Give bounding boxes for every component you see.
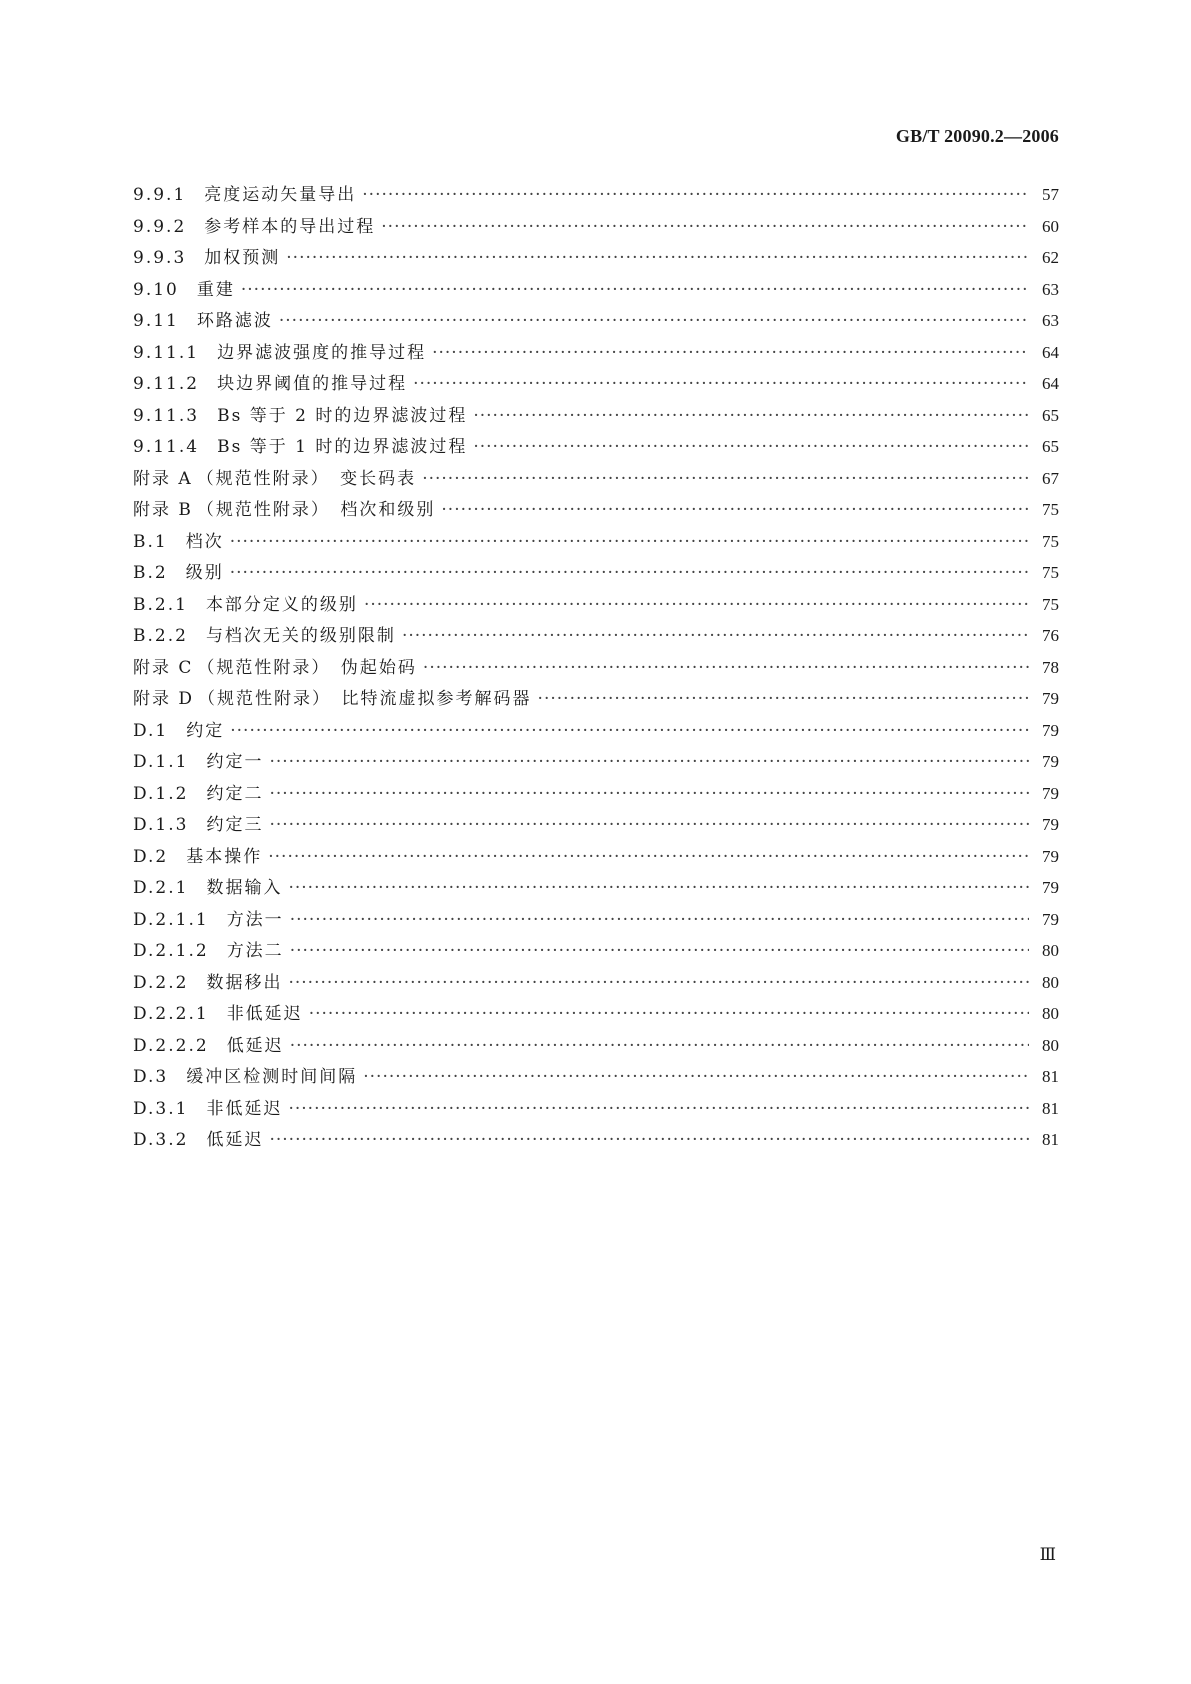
toc-entry[interactable] [133, 1061, 1059, 1093]
toc-entry-page: 65 [1042, 405, 1059, 425]
toc-entry-page: 79 [1042, 909, 1059, 929]
toc-entry-number: 附录 B [133, 500, 193, 520]
toc-entry-page: 80 [1042, 1004, 1059, 1023]
toc-entry-page: 80 [1042, 1035, 1059, 1055]
toc-entry-page: 75 [1042, 531, 1059, 551]
toc-entry-title: 约定 [186, 720, 225, 741]
toc-entry-page: 79 [1042, 783, 1059, 803]
toc-entry-title: 加权预测 [204, 248, 281, 268]
toc-entry-number: B.2.2 [133, 626, 188, 646]
toc-entry-title: （规范性附录） 比特流虚拟参考解码器 [198, 689, 532, 709]
toc-entry-number: 附录 D [133, 689, 195, 709]
toc-entry[interactable] [133, 620, 1059, 652]
standard-code: GB/T 20090.2—2006 [895, 126, 1059, 146]
toc-entry-page: 79 [1042, 878, 1059, 897]
toc-entry[interactable] [133, 904, 1059, 936]
toc-entry-title: 非低延迟 [206, 1098, 283, 1119]
toc-entry-number: 9.10 [133, 279, 179, 300]
toc-entry-number: D.3 [133, 1067, 169, 1087]
toc-entry-title: 本部分定义的级别 [205, 594, 358, 615]
toc-entry-number: 9.11.1 [133, 342, 200, 363]
toc-entry-number: D.2 [133, 846, 169, 867]
toc-entry-number: D.2.1.1 [133, 909, 209, 930]
toc-entry-title: 环路滤波 [196, 311, 273, 331]
toc-entry[interactable] [133, 557, 1059, 589]
toc-entry-title: Bs 等于 2 时的边界滤波过程 [217, 405, 468, 426]
toc-dot-leader [230, 716, 1029, 748]
toc-entry-title: 方法一 [226, 909, 284, 930]
toc-entry-page: 79 [1042, 846, 1059, 866]
toc-entry-number: D.1 [133, 720, 169, 741]
toc-entry[interactable] [133, 683, 1059, 715]
toc-entry-page: 79 [1042, 752, 1059, 771]
toc-entry-title: 档次 [185, 531, 224, 552]
toc-entry-page: 80 [1042, 972, 1059, 992]
toc-entry-number: D.2.2.2 [133, 1035, 209, 1056]
toc-entry[interactable] [133, 305, 1059, 337]
toc-entry[interactable] [133, 715, 1059, 747]
toc-entry-number: D.2.2.1 [133, 1004, 209, 1024]
toc-dot-leader [230, 558, 1029, 590]
toc-entry-page: 62 [1042, 248, 1059, 267]
toc-entry-page: 60 [1042, 216, 1059, 236]
toc-dot-leader [269, 747, 1029, 779]
toc-entry-number: D.1.1 [133, 752, 189, 772]
toc-entry-number: D.2.2 [133, 972, 189, 993]
toc-entry-page: 75 [1042, 594, 1059, 614]
toc-entry-title: 约定一 [206, 752, 264, 772]
toc-entry-title: （规范性附录） 变长码表 [196, 468, 417, 489]
toc-dot-leader [473, 401, 1029, 433]
toc-entry-number: 9.9.3 [133, 248, 187, 268]
toc-entry-title: （规范性附录） 档次和级别 [196, 500, 436, 520]
toc-entry[interactable] [133, 841, 1059, 873]
toc-entry-page: 80 [1042, 941, 1059, 960]
toc-entry-number: 9.11.4 [133, 437, 200, 457]
toc-entry-page: 79 [1042, 720, 1059, 740]
toc-entry-page: 57 [1042, 185, 1059, 204]
toc-entry[interactable] [133, 1093, 1059, 1125]
toc-entry-number: B.2 [133, 563, 168, 583]
toc-dot-leader [268, 842, 1029, 874]
toc-entry[interactable] [133, 463, 1059, 495]
toc-entry-number: B.1 [133, 531, 168, 552]
toc-entry-number: 附录 A [133, 468, 193, 489]
toc-entry[interactable] [133, 526, 1059, 558]
toc-entry-title: 重建 [196, 279, 235, 300]
toc-entry-title: 数据输入 [206, 878, 283, 898]
toc-entry-number: B.2.1 [133, 594, 188, 615]
toc-entry-title: 级别 [185, 563, 224, 583]
toc-entry-page: 63 [1042, 279, 1059, 299]
toc-entry-number: D.1.2 [133, 783, 189, 804]
table-of-contents [133, 179, 1059, 1156]
toc-entry-title: 方法二 [226, 941, 284, 961]
toc-entry-page: 81 [1042, 1098, 1059, 1118]
toc-entry-title: Bs 等于 1 时的边界滤波过程 [217, 437, 468, 457]
toc-entry-page: 81 [1042, 1130, 1059, 1149]
toc-entry[interactable] [133, 400, 1059, 432]
toc-entry-title: 低延迟 [206, 1130, 264, 1150]
toc-entry[interactable] [133, 746, 1059, 778]
toc-entry-title: 低延迟 [226, 1035, 284, 1056]
toc-entry[interactable] [133, 589, 1059, 621]
toc-entry[interactable] [133, 1030, 1059, 1062]
toc-entry-title: 数据移出 [206, 972, 283, 993]
toc-entry-number: D.3.2 [133, 1130, 189, 1150]
toc-entry-page: 79 [1042, 689, 1059, 708]
toc-entry[interactable] [133, 431, 1059, 463]
toc-dot-leader [288, 968, 1029, 1000]
toc-entry-number: D.2.1 [133, 878, 189, 898]
toc-entry-number: D.3.1 [133, 1098, 189, 1119]
toc-entry-title: 约定二 [206, 783, 264, 804]
toc-entry[interactable] [133, 778, 1059, 810]
toc-entry[interactable] [133, 935, 1059, 967]
toc-dot-leader [538, 684, 1029, 716]
toc-entry-title: 缓冲区检测时间间隔 [186, 1067, 358, 1087]
toc-entry[interactable] [133, 274, 1059, 306]
toc-dot-leader [364, 590, 1029, 622]
toc-entry[interactable] [133, 809, 1059, 841]
toc-entry-page: 64 [1042, 374, 1059, 393]
toc-entry[interactable] [133, 998, 1059, 1030]
toc-dot-leader [432, 338, 1029, 370]
toc-dot-leader [288, 1094, 1029, 1126]
toc-entry-number: 9.9.2 [133, 216, 187, 237]
toc-dot-leader [279, 306, 1029, 338]
toc-entry-page: 67 [1042, 468, 1059, 488]
toc-entry[interactable] [133, 211, 1059, 243]
toc-entry-number: 9.9.1 [133, 185, 187, 205]
toc-entry-title: 与档次无关的级别限制 [205, 626, 396, 646]
toc-entry-title: 亮度运动矢量导出 [204, 185, 357, 205]
toc-dot-leader [290, 1031, 1029, 1063]
toc-entry-title: 块边界阈值的推导过程 [217, 374, 408, 394]
toc-entry-number: 9.11.3 [133, 405, 200, 426]
toc-entry[interactable] [133, 872, 1059, 904]
toc-entry-page: 76 [1042, 626, 1059, 645]
toc-entry[interactable] [133, 494, 1059, 526]
toc-dot-leader [241, 275, 1029, 307]
toc-entry-page: 63 [1042, 311, 1059, 330]
toc-entry-number: 9.11 [133, 311, 179, 331]
toc-dot-leader [288, 873, 1029, 905]
toc-dot-leader [309, 999, 1029, 1031]
toc-entry-page: 81 [1042, 1067, 1059, 1086]
toc-entry-title: 边界滤波强度的推导过程 [217, 342, 427, 363]
toc-entry-number: 附录 C [133, 657, 194, 678]
toc-entry-page: 75 [1042, 563, 1059, 582]
toc-entry-title: 基本操作 [186, 846, 263, 867]
toc-entry-page: 65 [1042, 437, 1059, 456]
toc-entry-page: 75 [1042, 500, 1059, 519]
toc-entry[interactable] [133, 179, 1059, 211]
toc-entry-title: 非低延迟 [226, 1004, 303, 1024]
toc-dot-leader [269, 810, 1029, 842]
toc-entry[interactable] [133, 368, 1059, 400]
toc-dot-leader [290, 905, 1029, 937]
toc-entry-title: 参考样本的导出过程 [204, 216, 376, 237]
toc-entry-number: 9.11.2 [133, 374, 200, 394]
toc-dot-leader [381, 212, 1029, 244]
toc-entry[interactable] [133, 652, 1059, 684]
toc-dot-leader [269, 1125, 1029, 1157]
toc-dot-leader [423, 653, 1029, 685]
toc-dot-leader [286, 243, 1029, 275]
toc-dot-leader [473, 432, 1029, 464]
toc-entry[interactable] [133, 337, 1059, 369]
toc-entry-page: 64 [1042, 342, 1059, 362]
page-number: Ⅲ [1039, 1545, 1055, 1564]
toc-dot-leader [363, 1062, 1029, 1094]
toc-entry-number: D.2.1.2 [133, 941, 209, 961]
toc-dot-leader [402, 621, 1029, 653]
toc-entry-number: D.1.3 [133, 815, 189, 835]
toc-dot-leader [290, 936, 1029, 968]
toc-entry[interactable] [133, 967, 1059, 999]
toc-dot-leader [441, 495, 1029, 527]
toc-dot-leader [362, 180, 1029, 212]
toc-dot-leader [269, 779, 1029, 811]
toc-dot-leader [413, 369, 1029, 401]
toc-entry-title: 约定三 [206, 815, 264, 835]
toc-dot-leader [422, 464, 1029, 496]
toc-dot-leader [230, 527, 1029, 559]
toc-entry[interactable] [133, 242, 1059, 274]
toc-entry-title: （规范性附录） 伪起始码 [197, 657, 417, 678]
toc-entry-page: 79 [1042, 815, 1059, 834]
toc-entry-page: 78 [1042, 657, 1059, 677]
toc-entry[interactable] [133, 1124, 1059, 1156]
